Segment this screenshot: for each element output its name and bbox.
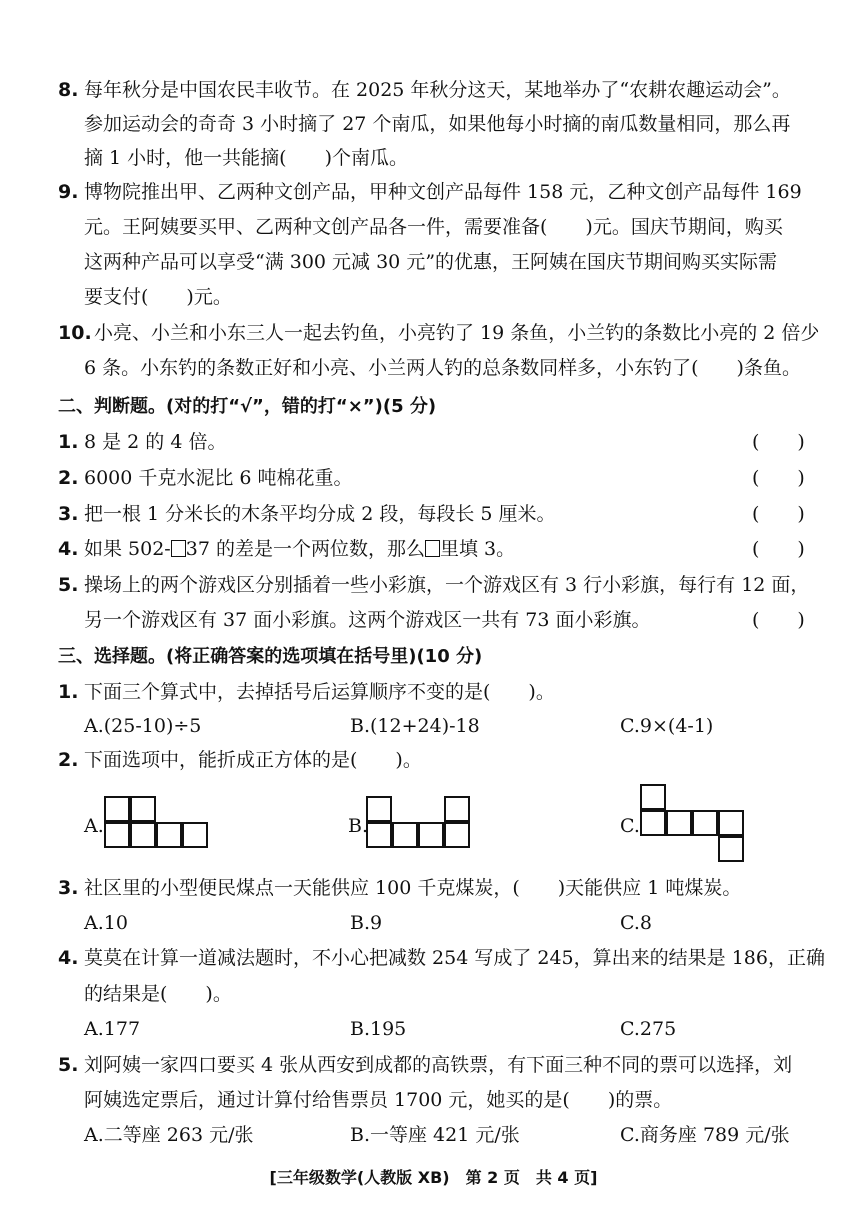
- net-square: [718, 810, 744, 836]
- q10-line-1: 小亮、小兰和小东三人一起去钓鱼，小亮钓了 19 条鱼，小兰钓的条数比小亮的 2 倍少: [94, 322, 820, 344]
- s2-item-5-answer-paren[interactable]: ( ): [752, 609, 805, 631]
- q9-number: 9.: [58, 181, 79, 203]
- s3-q2-option-c-label[interactable]: C.: [620, 815, 640, 837]
- s2-item-4-text: [84, 537, 515, 561]
- s3-q3-option-c[interactable]: C.8: [620, 912, 652, 934]
- s3-q5-option-a[interactable]: A.二等座 263 元/张: [84, 1124, 254, 1146]
- s2-item-5-text: 操场上的两个游戏区分别插着一些小彩旗，一个游戏区有 3 行小彩旗，每行有 12 面，: [84, 574, 810, 596]
- net-square: [182, 822, 208, 848]
- page-footer: [三年级数学(人教版 XB) 第 2 页 共 4 页]: [269, 1168, 598, 1187]
- net-square: [392, 822, 418, 848]
- s3-q4-line-2: 的结果是( )。: [84, 983, 232, 1005]
- net-square: [366, 796, 392, 822]
- q8-line-2: 参加运动会的奇奇 3 小时摘了 27 个南瓜，如果他每小时摘的南瓜数量相同，那么再: [84, 113, 791, 135]
- net-square: [104, 796, 130, 822]
- s3-q1-option-c[interactable]: C.9×(4-1): [620, 715, 714, 737]
- net-square: [130, 822, 156, 848]
- s2-item-2-text: 6000 千克水泥比 6 吨棉花重。: [84, 467, 353, 489]
- s3-q4-option-c[interactable]: C.275: [620, 1018, 677, 1040]
- q8-line-1: 每年秋分是中国农民丰收节。在 2025 年秋分这天，某地举办了“农耕农趣运动会”。: [84, 79, 791, 101]
- s2-item-5-number: 5.: [58, 574, 79, 596]
- s2-item-2-answer-paren[interactable]: ( ): [752, 467, 805, 489]
- s3-q1-number: 1.: [58, 681, 79, 703]
- s2-item-4-text-a: 如果 502-: [84, 538, 171, 560]
- net-square: [444, 796, 470, 822]
- q9-line-3: 这两种产品可以享受“满 300 元减 30 元”的优惠，王阿姨在国庆节期间购买实际需: [84, 251, 778, 273]
- s2-item-4-number: 4.: [58, 538, 79, 560]
- s2-item-1-number: 1.: [58, 431, 79, 453]
- s2-item-3-answer-paren[interactable]: ( ): [752, 503, 805, 525]
- s2-item-3-text: 把一根 1 分米长的木条平均分成 2 段，每段长 5 厘米。: [84, 503, 556, 525]
- s2-item-1-text: 8 是 2 的 4 倍。: [84, 431, 227, 453]
- s3-q2-number: 2.: [58, 749, 79, 771]
- s3-q4-line-1: 莫莫在计算一道减法题时，不小心把减数 254 写成了 245，算出来的结果是 186，正确: [84, 947, 825, 969]
- s2-item-1-answer-paren[interactable]: ( ): [752, 431, 805, 453]
- s3-q4-option-b[interactable]: B.195: [350, 1018, 407, 1040]
- s3-q5-option-b[interactable]: B.一等座 421 元/张: [350, 1124, 520, 1146]
- s3-q2-text: 下面选项中，能折成正方体的是( )。: [84, 749, 422, 771]
- s3-q5-line-2: 阿姨选定票后，通过计算付给售票员 1700 元，她买的是( )的票。: [84, 1089, 673, 1111]
- s3-q3-option-a[interactable]: A.10: [84, 912, 128, 934]
- blank-square-icon: [425, 540, 440, 557]
- net-square: [640, 784, 666, 810]
- s3-q1-option-a[interactable]: A.(25-10)÷5: [84, 715, 202, 737]
- net-square: [718, 836, 744, 862]
- s3-q2-option-a-label[interactable]: A.: [84, 815, 104, 837]
- section-3-title: 三、选择题。(将正确答案的选项填在括号里)(10 分): [58, 646, 483, 667]
- s3-q4-number: 4.: [58, 947, 79, 969]
- q10-number: 10.: [58, 322, 92, 344]
- s3-q5-option-c[interactable]: C.商务座 789 元/张: [620, 1124, 790, 1146]
- s3-q1-option-b[interactable]: B.(12+24)-18: [350, 715, 480, 737]
- net-square: [640, 810, 666, 836]
- s3-q5-number: 5.: [58, 1054, 79, 1076]
- net-square: [130, 796, 156, 822]
- s3-q3-number: 3.: [58, 877, 79, 899]
- s3-q2-option-b-label[interactable]: B.: [348, 815, 369, 837]
- q9-line-2: 元。王阿姨要买甲、乙两种文创产品各一件，需要准备( )元。国庆节期间，购买: [84, 216, 783, 238]
- s2-item-4-text-b: 37 的差是一个两位数，那么: [185, 538, 425, 560]
- blank-square-icon: [171, 540, 186, 557]
- net-square: [156, 822, 182, 848]
- q8-number: 8.: [58, 79, 79, 101]
- net-square: [666, 810, 692, 836]
- net-square: [444, 822, 470, 848]
- s3-q3-option-b[interactable]: B.9: [350, 912, 383, 934]
- s3-q1-text: 下面三个算式中，去掉括号后运算顺序不变的是( )。: [84, 681, 555, 703]
- q9-line-4: 要支付( )元。: [84, 286, 232, 308]
- s2-item-5-text-2: 另一个游戏区有 37 面小彩旗。这两个游戏区一共有 73 面小彩旗。: [84, 609, 651, 631]
- q8-line-3: 摘 1 小时，他一共能摘( )个南瓜。: [84, 147, 408, 169]
- net-square: [104, 822, 130, 848]
- net-square: [418, 822, 444, 848]
- s3-q4-option-a[interactable]: A.177: [84, 1018, 141, 1040]
- s2-item-3-number: 3.: [58, 503, 79, 525]
- q9-line-1: 博物院推出甲、乙两种文创产品，甲种文创产品每件 158 元，乙种文创产品每件 169: [84, 181, 802, 203]
- s3-q5-line-1: 刘阿姨一家四口要买 4 张从西安到成都的高铁票，有下面三种不同的票可以选择，刘: [84, 1054, 793, 1076]
- q10-line-2: 6 条。小东钓的条数正好和小亮、小兰两人钓的总条数同样多，小东钓了( )条鱼。: [84, 357, 801, 379]
- net-square: [366, 822, 392, 848]
- net-square: [692, 810, 718, 836]
- s3-q3-text: 社区里的小型便民煤点一天能供应 100 千克煤炭，( )天能供应 1 吨煤炭。: [84, 877, 742, 899]
- s2-item-4-answer-paren[interactable]: ( ): [752, 538, 805, 560]
- s2-item-2-number: 2.: [58, 467, 79, 489]
- s2-item-4-text-c: 里填 3。: [439, 538, 516, 560]
- section-2-title: 二、判断题。(对的打“√”，错的打“×”)(5 分): [58, 396, 437, 417]
